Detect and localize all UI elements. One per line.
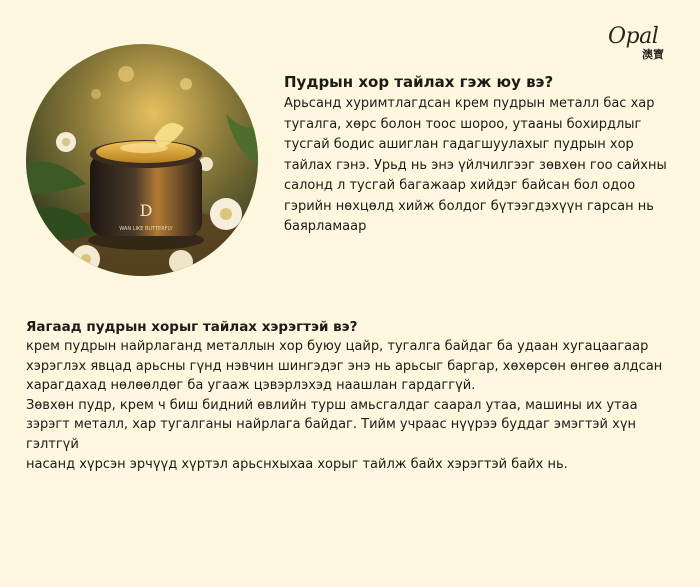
svg-text:D: D: [139, 201, 153, 220]
section-1-title: Пудрын хор тайлах гэж юу вэ?: [284, 73, 554, 91]
section-why-detox: [26, 318, 690, 474]
section-2-title: Яагаад пудрын хорыг тайлах хэрэгтэй вэ?: [26, 319, 358, 335]
brand-logo: [608, 24, 674, 68]
section-1-body: Арьсанд хуримтлагдсан крем пудрын металл бас хар тугалга, хөрс болон тоос шороо, утааны бохирдлыг тусгай бодис ашиглан гадагшуулахыг пудрын хор тайлах гэнэ. Урьд нь энэ үйлчилгээг зөвхөн гоо сайхны салонд л тусгай багажаар хийдэг байсан бол одоо гэрийн нөхцөлд хийж болдог бүтээгдэхүүн гарсан нь баярламаар: [284, 96, 667, 234]
logo-cjk-text: 澳寶: [642, 48, 664, 61]
section-2-body: крем пудрын найрлаганд металлын хор буюу цайр, тугалга байдаг ба удаан хугацаагаар хэрэглэх явцад арьсны гүнд нэвчин шингэдэг энэ нь арьсыг баргар, хөхөрсөн өнгөө алдсан харагдахад нөлөөлдөг ба угааж цэвэрлэхэд наашлан гардаггүй. Зөвхөн пудр, крем ч биш бидний өвлийн турш амьсгалдаг саарал утаа, машины их утаа зэрэгт металл, хар тугалганы найрлага байдаг. Тийм учраас нүүрээ буддаг эмэгтэй хүн гэлтгүй насанд хүрсэн эрчүүд хүртэл арьснхыхаа хорыг тайлж байх хэрэгтэй байх нь.: [26, 339, 663, 472]
product-photo: [26, 44, 258, 276]
jar-label-text: WAN LIKE BUTTERFLY: [119, 226, 173, 232]
skincare-jar-image: [26, 44, 258, 276]
section-what-is-detox: [284, 72, 680, 238]
logo-script-text: Opal: [608, 24, 659, 49]
